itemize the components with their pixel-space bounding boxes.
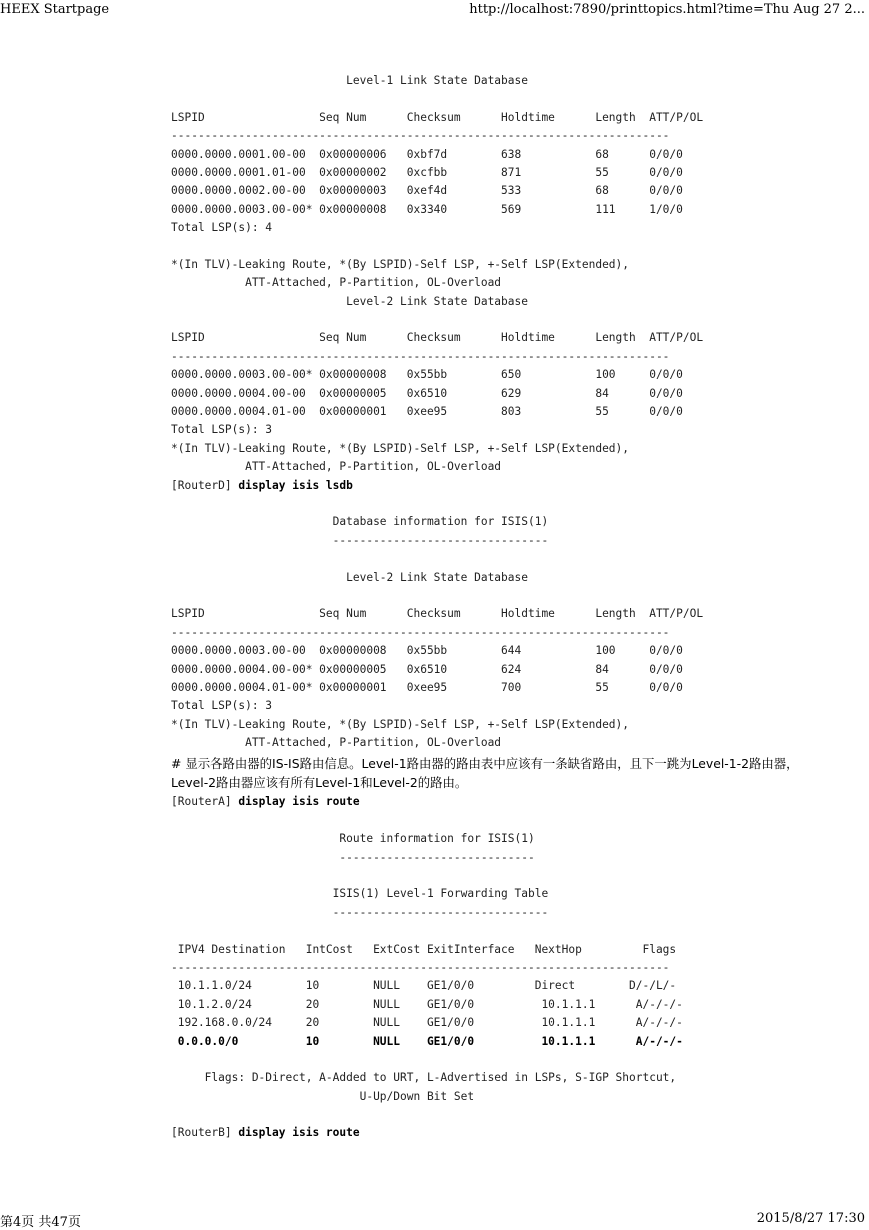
cli-prompt: [RouterA] [171, 795, 239, 809]
lsdb-output-block-routerd [171, 495, 861, 752]
document-body [171, 72, 861, 1143]
route-output-block [171, 812, 861, 1033]
output-line [171, 587, 861, 605]
output-line [171, 922, 861, 940]
output-line: ATT-Attached, P-Partition, OL-Overload [171, 736, 502, 750]
cli-command: display isis route [238, 795, 360, 809]
footer-datetime: 2015/8/27 17:30 [756, 1211, 865, 1226]
output-line: -------------------------------------------------------------------------- [171, 960, 670, 974]
output-line: ATT-Attached, P-Partition, OL-Overload [171, 276, 502, 290]
header-url: http://localhost:7890/printtopics.html?time=Thu Aug 27 2... [469, 2, 865, 17]
output-line: Total LSP(s): 3 [171, 699, 273, 713]
output-line: Level-1 Link State Database [171, 74, 528, 87]
output-line: ----------------------------- [171, 850, 535, 864]
output-line: *(In TLV)-Leaking Route, *(By LSPID)-Self LSP, +-Self LSP(Extended), [171, 717, 630, 731]
output-line: 10.1.2.0/24 20 NULL GE1/0/0 10.1.1.1 A/-/-/- [171, 997, 683, 1011]
output-line: 0000.0000.0001.01-00 0x00000002 0xcfbb 871 55 0/0/0 [171, 165, 683, 179]
output-line: 0000.0000.0002.00-00 0x00000003 0xef4d 533 68 0/0/0 [171, 184, 683, 198]
footer-page-number: 第4页 共47页 [0, 1215, 81, 1230]
output-line: Route information for ISIS(1) [171, 832, 535, 846]
output-line: Level-2 Link State Database [171, 294, 528, 308]
command-line-routera [171, 793, 861, 811]
header-title: HEEX Startpage [0, 2, 110, 17]
output-line: 0000.0000.0003.00-00* 0x00000008 0x3340 569 111 1/0/0 [171, 202, 683, 216]
output-line [171, 1051, 861, 1069]
command-line-routerb [171, 1124, 861, 1142]
cli-command: display isis lsdb [238, 478, 353, 492]
output-line: Total LSP(s): 4 [171, 221, 273, 235]
output-line: 0000.0000.0004.00-00* 0x00000005 0x6510 624 84 0/0/0 [171, 662, 683, 676]
output-line [171, 812, 861, 830]
output-line: 10.1.1.0/24 10 NULL GE1/0/0 Direct D/-/L/- [171, 979, 677, 993]
output-line: -------------------------------- [171, 533, 549, 547]
output-line: Level-2 Link State Database [171, 570, 528, 584]
output-line: Total LSP(s): 3 [171, 423, 273, 437]
output-line: -------------------------------------------------------------------------- [171, 349, 670, 363]
output-line: -------------------------------- [171, 905, 549, 919]
output-line: LSPID Seq Num Checksum Holdtime Length ATT/P/OL [171, 607, 704, 621]
output-line: 0000.0000.0001.00-00 0x00000006 0xbf7d 638 68 0/0/0 [171, 147, 683, 161]
output-line [171, 311, 861, 329]
output-line: Flags: D-Direct, A-Added to URT, L-Advertised in LSPs, S-IGP Shortcut, [171, 1071, 677, 1085]
output-line: LSPID Seq Num Checksum Holdtime Length ATT/P/OL [171, 331, 704, 345]
flags-legend-block [171, 1051, 861, 1125]
lsdb-output-block [171, 72, 861, 477]
output-line [171, 550, 861, 568]
cli-prompt: [RouterB] [171, 1126, 239, 1140]
command-line-routerd [171, 477, 861, 495]
output-line [171, 867, 861, 885]
output-line: *(In TLV)-Leaking Route, *(By LSPID)-Self LSP, +-Self LSP(Extended), [171, 257, 630, 271]
explanatory-note: # 显示各路由器的IS-IS路由信息。Level-1路由器的路由表中应该有一条缺省路由，且下一跳为Level-1-2路由器，Level-2路由器应该有所有Level-1和Level-2的路由。 [171, 756, 799, 791]
output-line: -------------------------------------------------------------------------- [171, 625, 670, 639]
output-line: ISIS(1) Level-1 Forwarding Table [171, 887, 549, 901]
output-line: ATT-Attached, P-Partition, OL-Overload [171, 460, 502, 474]
output-line: 0000.0000.0003.00-00* 0x00000008 0x55bb 650 100 0/0/0 [171, 368, 683, 382]
output-line [171, 1106, 861, 1124]
output-line: Database information for ISIS(1) [171, 515, 549, 529]
output-line [171, 238, 861, 256]
output-line [171, 90, 861, 108]
output-line: -------------------------------------------------------------------------- [171, 129, 670, 143]
output-line [171, 495, 861, 513]
output-line: LSPID Seq Num Checksum Holdtime Length ATT/P/OL [171, 110, 704, 124]
output-line: U-Up/Down Bit Set [171, 1089, 475, 1103]
output-line: 0000.0000.0003.00-00 0x00000008 0x55bb 644 100 0/0/0 [171, 644, 683, 658]
output-line: 0000.0000.0004.01-00* 0x00000001 0xee95 700 55 0/0/0 [171, 680, 683, 694]
cli-prompt: [RouterD] [171, 478, 239, 492]
output-line: *(In TLV)-Leaking Route, *(By LSPID)-Self LSP, +-Self LSP(Extended), [171, 441, 630, 455]
output-line: 0000.0000.0004.01-00 0x00000001 0xee95 803 55 0/0/0 [171, 405, 683, 419]
output-line: 192.168.0.0/24 20 NULL GE1/0/0 10.1.1.1 A/-/-/- [171, 1016, 683, 1030]
output-line: IPV4 Destination IntCost ExtCost ExitInterface NextHop Flags [171, 942, 677, 956]
cli-command: display isis route [238, 1126, 360, 1140]
output-line: 0000.0000.0004.00-00 0x00000005 0x6510 629 84 0/0/0 [171, 386, 683, 400]
default-route-row: 0.0.0.0/0 10 NULL GE1/0/0 10.1.1.1 A/-/-/- [171, 1034, 683, 1048]
